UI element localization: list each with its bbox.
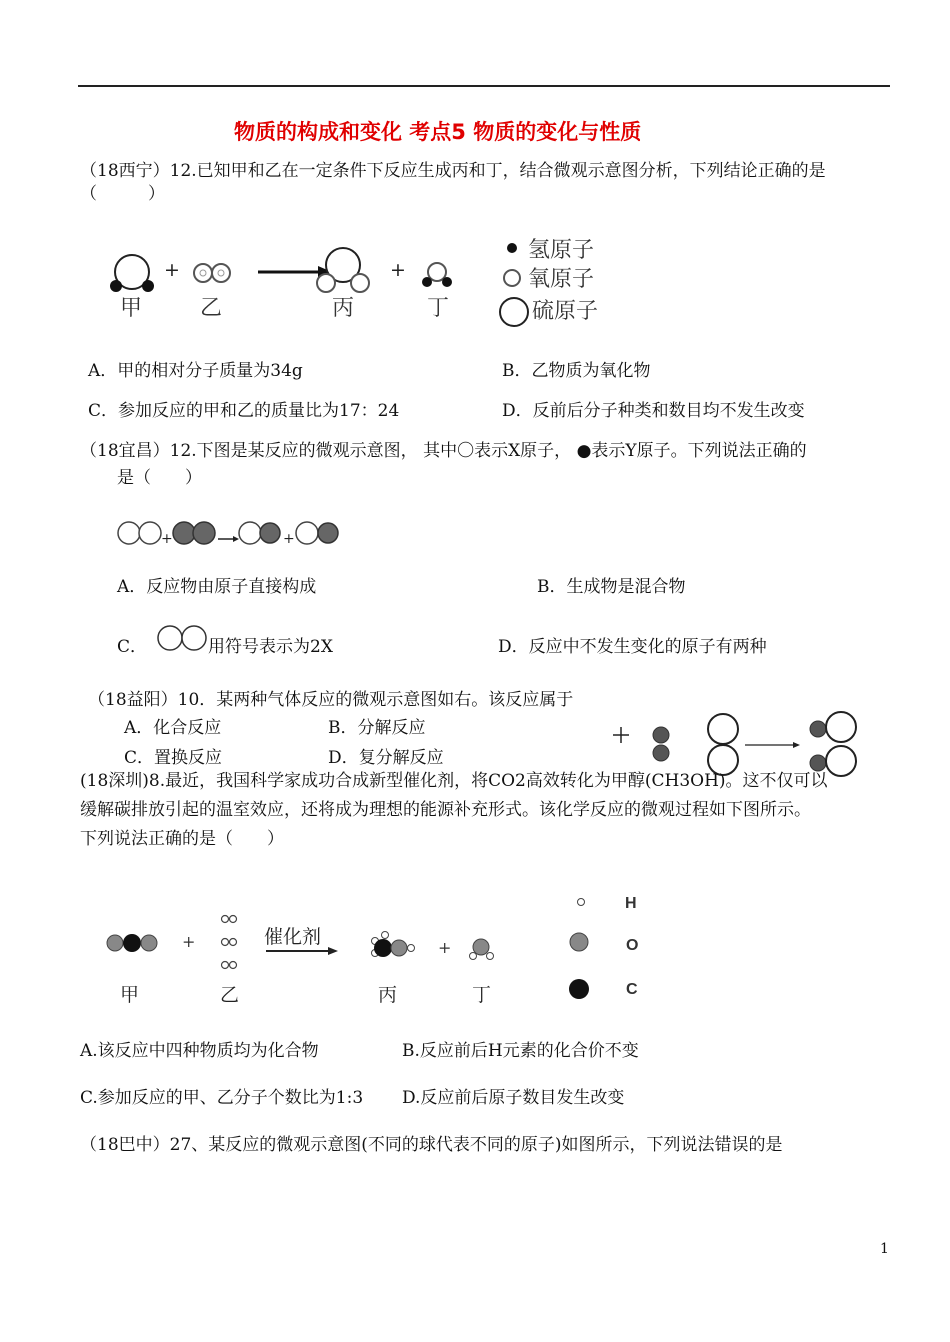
header-rule (78, 85, 890, 87)
q1-legend-h: 氢原子 (528, 238, 595, 263)
q2-stem-line2: 是（ ） (117, 468, 202, 488)
q1-label-ding: 丁 (427, 296, 450, 321)
q4-option-c: C.参加反应的甲、乙分子个数比为1:3 (80, 1088, 364, 1108)
q4-option-b: B.反应前后H元素的化合价不变 (402, 1041, 639, 1061)
q1-label-bing: 丙 (332, 296, 355, 321)
q1-legend-s: 硫原子 (532, 299, 599, 324)
q1-legend-s-icon (500, 298, 528, 326)
svg-text:+: + (161, 531, 173, 547)
q1-stem-line2: （ ） (80, 184, 165, 204)
q4-legend-o-icon (570, 933, 588, 951)
q1-option-a: A．甲的相对分子质量为34g (88, 361, 303, 381)
q1-option-d: D．反前后分子种类和数目均不发生改变 (502, 401, 805, 421)
svg-text:+: + (283, 531, 295, 547)
q2-stem-line1: （18宜昌）12.下图是某反应的微观示意图， 其中〇表示X原子， ●表示Y原子。下列说法正确的 (80, 441, 807, 461)
q3-option-b: B．分解反应 (328, 718, 426, 738)
q2-option-b: B．生成物是混合物 (537, 577, 686, 597)
q1-label-jia: 甲 (120, 296, 143, 321)
svg-text:+: + (182, 932, 196, 951)
q2-option-c-prefix: C． (117, 637, 148, 657)
q4-legend-o: O (626, 937, 639, 954)
q4-option-a: A.该反应中四种物质均为化合物 (80, 1041, 319, 1061)
q4-legend-c: C (626, 981, 638, 998)
q2-option-a: A．反应物由原子直接构成 (117, 577, 317, 597)
q4-legend-h: H (625, 895, 637, 912)
q1-reaction-diagram (100, 230, 620, 330)
q1-legend-h-icon (507, 243, 517, 253)
q4-stem-line2: 缓解碳排放引起的温室效应，还将成为理想的能源补充形式。该化学反应的微观过程如下图所示。 (80, 800, 811, 820)
q3-option-d: D．复分解反应 (328, 748, 444, 768)
q4-option-d: D.反应前后原子数目发生改变 (402, 1088, 625, 1108)
q1-stem-line1: （18西宁）12.已知甲和乙在一定条件下反应生成丙和丁，结合微观示意图分析，下列结论正确的是 (80, 161, 826, 181)
q2-option-c-molecule (157, 624, 213, 654)
q3-stem: （18益阳）10．某两种气体反应的微观示意图如右。该反应属于 (88, 690, 574, 710)
q1-plus-2: + (390, 259, 406, 281)
q1-legend-o: 氧原子 (528, 267, 595, 292)
q1-legend-o-icon (504, 270, 520, 286)
q4-legend-h-icon (578, 899, 585, 906)
q2-option-d: D．反应中不发生变化的原子有两种 (498, 637, 767, 657)
q1-label-yi: 乙 (200, 296, 223, 321)
q3-option-c: C．置换反应 (124, 748, 223, 768)
q4-stem-line1: (18深圳)8.最近，我国科学家成功合成新型催化剂，将CO2高效转化为甲醇(CH3OH)。这不仅可以 (80, 771, 828, 791)
q2-option-c-suffix: 用符号表示为2X (208, 637, 333, 657)
q4-label-bing: 丙 (378, 984, 398, 1006)
page-title: 物质的构成和变化 考点5 物质的变化与性质 (234, 120, 642, 144)
q1-option-c: C．参加反应的甲和乙的质量比为17：24 (88, 401, 400, 421)
q1-molecule-ding (422, 263, 452, 287)
q4-catalyst-label: 催化剂 (264, 926, 322, 948)
q5-stem: （18巴中）27、某反应的微观示意图(不同的球代表不同的原子)如图所示，下列说法错误的是 (80, 1135, 783, 1155)
q1-plus-1: + (164, 259, 180, 281)
q4-reaction-diagram (100, 885, 660, 1010)
q2-reaction-diagram (115, 515, 355, 555)
q4-label-ding: 丁 (472, 984, 492, 1006)
svg-text:+: + (438, 938, 452, 957)
q3-option-a: A．化合反应 (124, 718, 222, 738)
q4-label-yi: 乙 (220, 984, 240, 1006)
q1-molecule-jia (110, 255, 154, 292)
page-number: 1 (880, 1241, 889, 1257)
q4-stem-line3: 下列说法正确的是（ ） (80, 829, 284, 849)
q1-option-b: B．乙物质为氧化物 (502, 361, 651, 381)
q1-molecule-yi (194, 264, 230, 282)
q4-legend-c-icon (569, 979, 589, 999)
q4-label-jia: 甲 (120, 984, 140, 1006)
